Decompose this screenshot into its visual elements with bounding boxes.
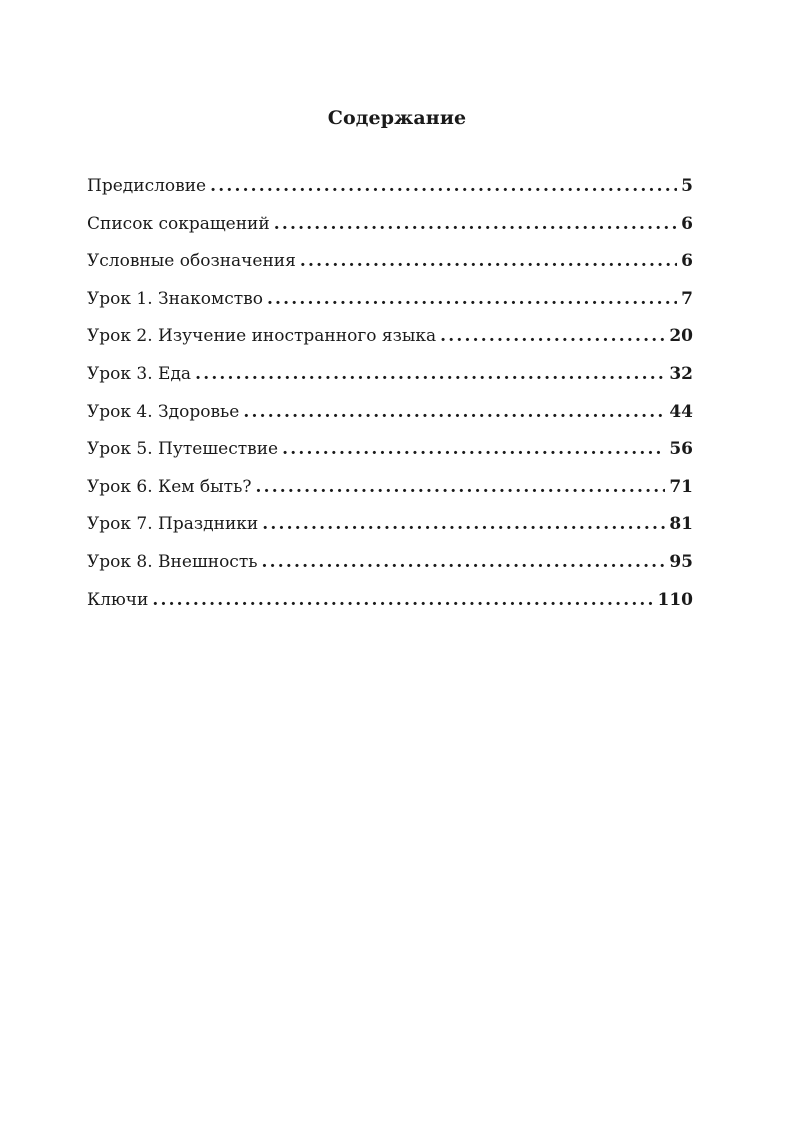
toc-entry-label: Предисловие [87, 176, 207, 196]
toc-entry-label: Ключи [87, 589, 149, 610]
dot-leader [195, 360, 665, 388]
toc-entry-lesson-4[interactable] [87, 398, 693, 436]
toc-entry-label: Урок 3. Еда [87, 363, 192, 384]
toc-entry-page: 5 [681, 176, 693, 196]
toc-entry-preface[interactable] [87, 172, 693, 210]
toc-entry-symbols[interactable] [87, 247, 693, 285]
dot-leader [440, 322, 665, 350]
toc-entry-label: Урок 4. Здоровье [87, 401, 240, 422]
toc-entry-page: 7 [681, 288, 693, 309]
page-title: Содержание [327, 106, 467, 129]
dot-leader [243, 398, 665, 426]
toc-entry-label: Урок 1. Знакомство [87, 288, 263, 309]
toc-entry-lesson-7[interactable] [87, 510, 693, 548]
toc-entry-lesson-8[interactable] [87, 548, 693, 586]
toc-entry-page: 56 [669, 439, 693, 460]
toc-entry-lesson-3[interactable] [87, 360, 693, 398]
toc-entry-page: 6 [681, 251, 693, 272]
toc-entry-page: 81 [669, 514, 693, 535]
toc-entry-label: Урок 2. Изучение иностранного языка [87, 326, 437, 347]
dot-leader [267, 285, 677, 313]
toc-entry-label: Список сокращений [87, 213, 270, 234]
toc-entry-label: Урок 5. Путешествие [87, 439, 279, 460]
dot-leader [255, 473, 665, 501]
dot-leader [300, 247, 677, 275]
dot-leader [152, 586, 653, 614]
toc-entry-lesson-1[interactable] [87, 285, 693, 323]
toc-entry-abbreviations[interactable] [87, 210, 693, 248]
dot-leader [210, 172, 677, 200]
toc-entry-page: 20 [669, 326, 693, 347]
toc-entry-page: 6 [681, 213, 693, 234]
dot-leader [274, 210, 677, 238]
toc-entry-lesson-5[interactable] [87, 435, 693, 473]
toc-entry-lesson-2[interactable] [87, 322, 693, 360]
toc-entry-label: Урок 6. Кем быть? [87, 476, 252, 497]
toc-entry-lesson-6[interactable] [87, 473, 693, 511]
table-of-contents [87, 172, 693, 623]
toc-entry-label: Урок 8. Внешность [87, 551, 258, 572]
dot-leader [282, 435, 665, 463]
dot-leader [262, 548, 666, 576]
toc-entry-page: 95 [669, 551, 693, 572]
toc-entry-label: Условные обозначения [87, 251, 296, 272]
toc-entry-page: 44 [669, 401, 693, 422]
toc-entry-page: 32 [669, 363, 693, 384]
toc-entry-page: 71 [669, 476, 693, 497]
toc-entry-page: 110 [657, 589, 693, 610]
toc-entry-label: Урок 7. Праздники [87, 514, 259, 535]
dot-leader [262, 510, 665, 538]
toc-entry-keys[interactable] [87, 586, 693, 624]
